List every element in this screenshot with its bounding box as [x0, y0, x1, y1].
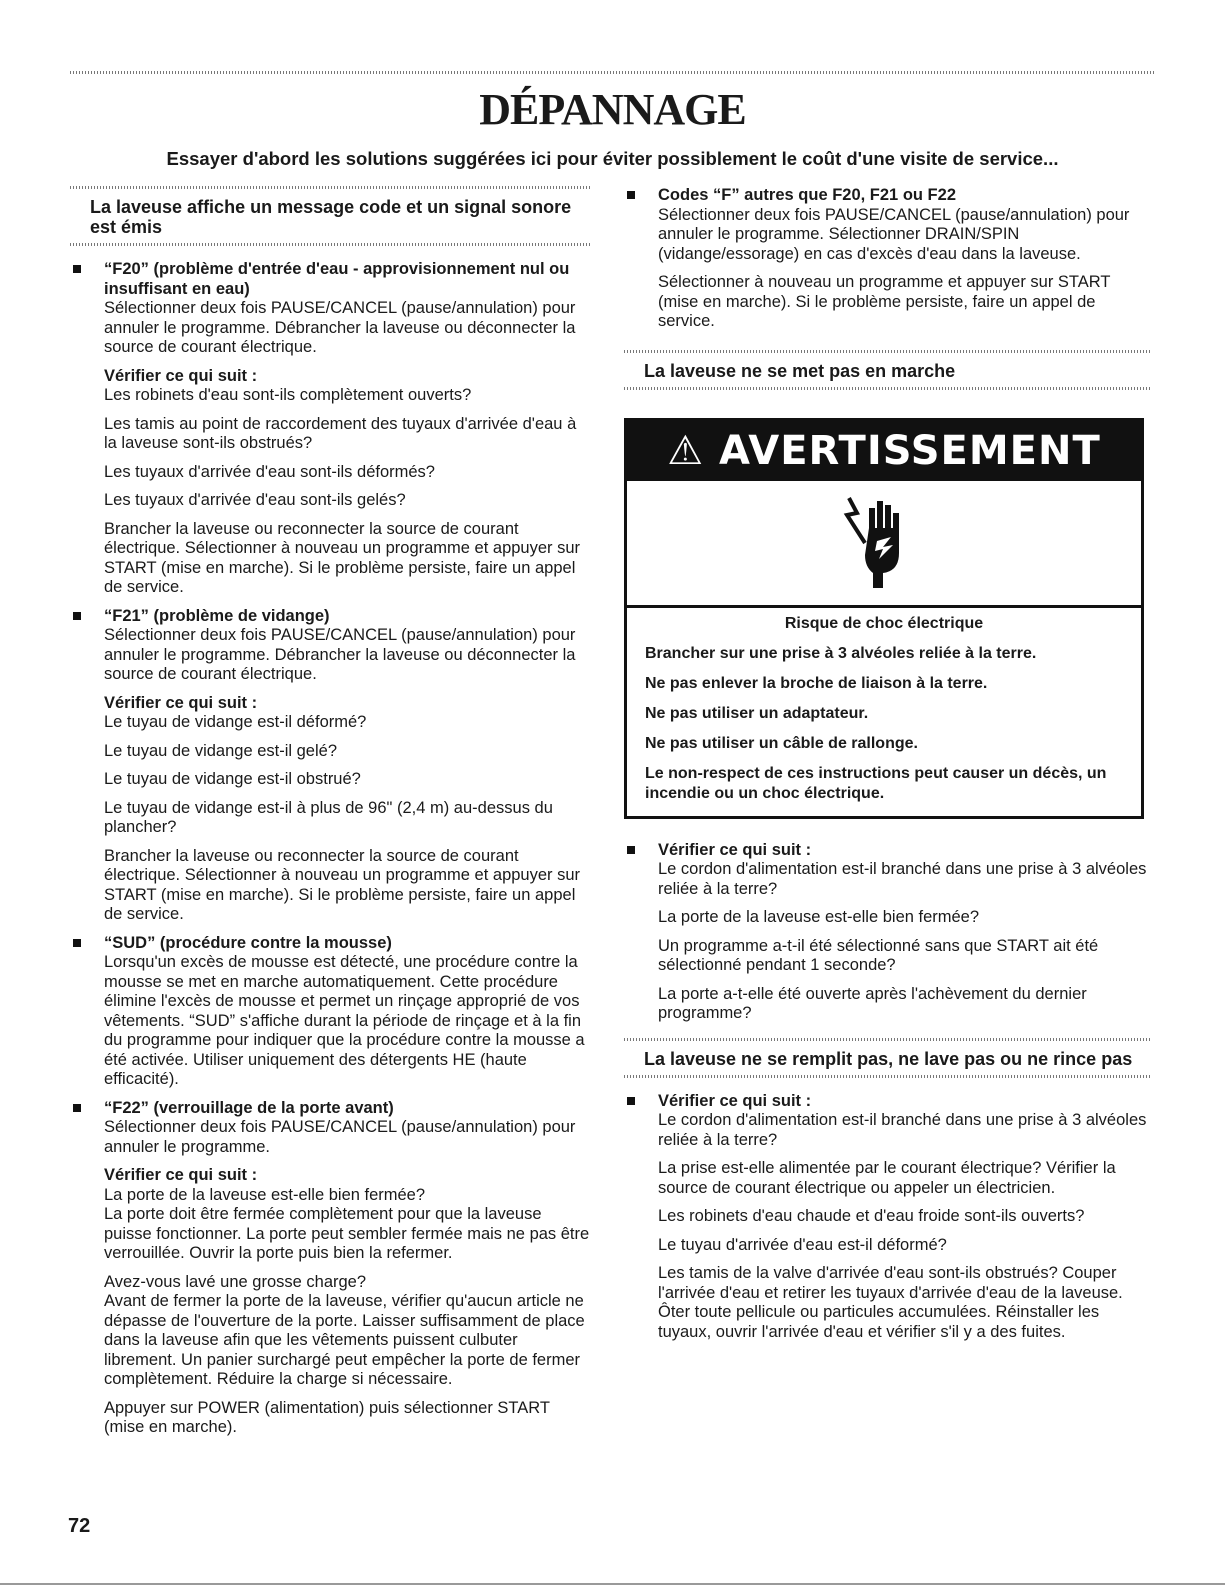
electric-shock-hand-icon [839, 493, 929, 593]
page-title: DÉPANNAGE [479, 85, 746, 134]
warning-box: ⚠ AVERTISSEMENT Risque de choc électrique Brancher sur une prise à 3 alvéoles reliée à la terre. Ne pas enlever la broche de liaison à la terre. Ne pas utiliser un adaptateur. Ne pas utiliser un câble de rallonge. Le non-respect de ces instructions peut causer un décès, un incendie ou un choc électrique. [624, 418, 1144, 819]
item-title: Codes “F” autres que F20, F21 ou F22 [658, 186, 956, 204]
item-title: Vérifier ce qui suit : [658, 840, 812, 859]
item-title: Vérifier ce qui suit : [658, 1091, 812, 1110]
bullet-icon [73, 265, 81, 273]
section-title: La laveuse ne se remplit pas, ne lave pas ou ne rince pas [644, 1048, 1133, 1069]
page-number: 72 [68, 1515, 91, 1537]
item-check-no-fill: Vérifier ce qui suit : Le cordon d'alimentation est-il branché dans une prise à 3 alvéoles reliée à la terre? La prise est-elle alimentée par le courant électrique? Vérifier la source de courant électrique ou appeler un électricien. Les robinets d'eau chaude et d'eau froide sont-ils ouverts? Le tuyau d'arrivée d'eau est-il déformé? Les tamis de la valve d'arrivée d'eau sont-ils obstrués? Couper l'arrivée d'eau et retirer les tuyaux d'arrivée d'eau de la laveuse. Ôter toute pellicule ou particules accumulées. Réinstaller les tuyaux, ouvrir l'arrivée d'eau et vérifier s'il y a des fuites. [624, 1092, 1152, 1343]
item-sud: “SUD” (procédure contre la mousse) Lorsqu'un excès de mousse est détecté, une procédure contre la mousse se met en marche automatiquement. Cette procédure élimine l'excès de mousse et permet un rinçage approprié de vos vêtements. “SUD” s'affiche durant la période de rinçage et à la fin du programme pour indiquer que la procédure contre la mousse a été activée. Utiliser uniquement des détergents HE (haute efficacité). [70, 934, 592, 1090]
item-f21: “F21” (problème de vidange) Sélectionner deux fois PAUSE/CANCEL (pause/annulation) pour annuler le programme. Débrancher la laveuse ou déconnecter la source de courant électrique. Vérifier ce qui suit : Le tuyau de vidange est-il déformé? Le tuyau de vidange est-il gelé? Le tuyau de vidange est-il obstrué? Le tuyau de vidange est-il à plus de 96" (2,4 m) au-dessus du plancher? Brancher la laveuse ou reconnecter la source de courant électrique. Sélectionner à nouveau un programme et appuyer sur START (mise en marche). Si le problème persiste, faire un appel de service. [70, 607, 592, 925]
section-title: La laveuse affiche un message code et un signal sonore est émis [90, 197, 572, 237]
item-title: “F21” (problème de vidange) [104, 606, 330, 625]
left-column [70, 186, 592, 1438]
item-check-no-start: Vérifier ce qui suit : Le cordon d'alimentation est-il branché dans une prise à 3 alvéoles reliée à la terre? La porte de la laveuse est-elle bien fermée? Un programme a-t-il été sélectionné sans que START ait été sélectionné pendant 1 seconde? La porte a-t-elle été ouverte après l'achèvement du dernier programme? [624, 841, 1152, 1024]
right-column [624, 186, 1152, 1342]
section-header-no-start [624, 350, 1152, 390]
warning-triangle-icon: ⚠ [667, 427, 705, 474]
item-title: “F20” (problème d'entrée d'eau - approvisionnement nul ou insuffisant en eau) [104, 260, 570, 298]
section-header-no-fill [624, 1038, 1152, 1078]
item-f22: “F22” (verrouillage de la porte avant) Sélectionner deux fois PAUSE/CANCEL (pause/annulation) pour annuler le programme. Vérifier ce qui suit : La porte de la laveuse est-elle bien fermée? La porte doit être fermée complètement pour que la laveuse puisse fonctionner. La porte peut sembler fermée mais ne pas être verrouillée. Ouvrir la porte puis bien la refermer. Avez-vous lavé une grosse charge? Avant de fermer la porte de la laveuse, vérifier qu'aucun article ne dépasse de l'ouverture de la porte. Laisser suffisamment de place dans la laveuse afin que les vêtements puissent culbuter librement. Un panier surchargé peut empêcher la porte de fermer complètement. Réduire la charge si nécessaire. Appuyer sur POWER (alimentation) puis sélectionner START (mise en marche). [70, 1099, 592, 1438]
item-title: “SUD” (procédure contre la mousse) [104, 933, 392, 952]
warning-risk: Risque de choc électrique [784, 614, 984, 632]
item-other-f-codes: Codes “F” autres que F20, F21 ou F22 Sélectionner deux fois PAUSE/CANCEL (pause/annulation) pour annuler le programme. Sélectionner DRAIN/SPIN (vidange/essorage) en cas d'excès d'eau dans la laveuse. Sélectionner à nouveau un programme et appuyer sur START (mise en marche). Si le problème persiste, faire un appel de service. [624, 186, 1152, 332]
warning-header: ⚠ AVERTISSEMENT [627, 421, 1141, 481]
bullet-icon [627, 1097, 635, 1105]
bullet-icon [627, 846, 635, 854]
section-header-error-codes [70, 186, 592, 246]
bullet-icon [627, 191, 635, 199]
section-title: La laveuse ne se met pas en marche [644, 360, 956, 381]
check-heading: Vérifier ce qui suit : [104, 693, 258, 712]
bullet-icon [73, 939, 81, 947]
page-subtitle: Essayer d'abord les solutions suggérées ici pour éviter possiblement le coût d'une visite de service... [166, 148, 1059, 169]
check-heading: Vérifier ce qui suit : [104, 1166, 258, 1184]
check-heading: Vérifier ce qui suit : [104, 366, 258, 385]
item-title: “F22” (verrouillage de la porte avant) [104, 1098, 394, 1117]
item-f20: “F20” (problème d'entrée d'eau - approvisionnement nul ou insuffisant en eau) Sélectionner deux fois PAUSE/CANCEL (pause/annulation) pour annuler le programme. Débrancher la laveuse ou déconnecter la source de courant électrique. Vérifier ce qui suit : Les robinets d'eau sont-ils complètement ouverts? Les tamis au point de raccordement des tuyaux d'arrivée d'eau à la laveuse sont-ils obstrués? Les tuyaux d'arrivée d'eau sont-ils déformés? Les tuyaux d'arrivée d'eau sont-ils gelés? Brancher la laveuse ou reconnecter la source de courant électrique. Sélectionner à nouveau un programme et appuyer sur START (mise en marche). Si le problème persiste, faire un appel de service. [70, 260, 592, 598]
bullet-icon [73, 612, 81, 620]
top-rule [70, 71, 1155, 74]
bullet-icon [73, 1104, 81, 1112]
